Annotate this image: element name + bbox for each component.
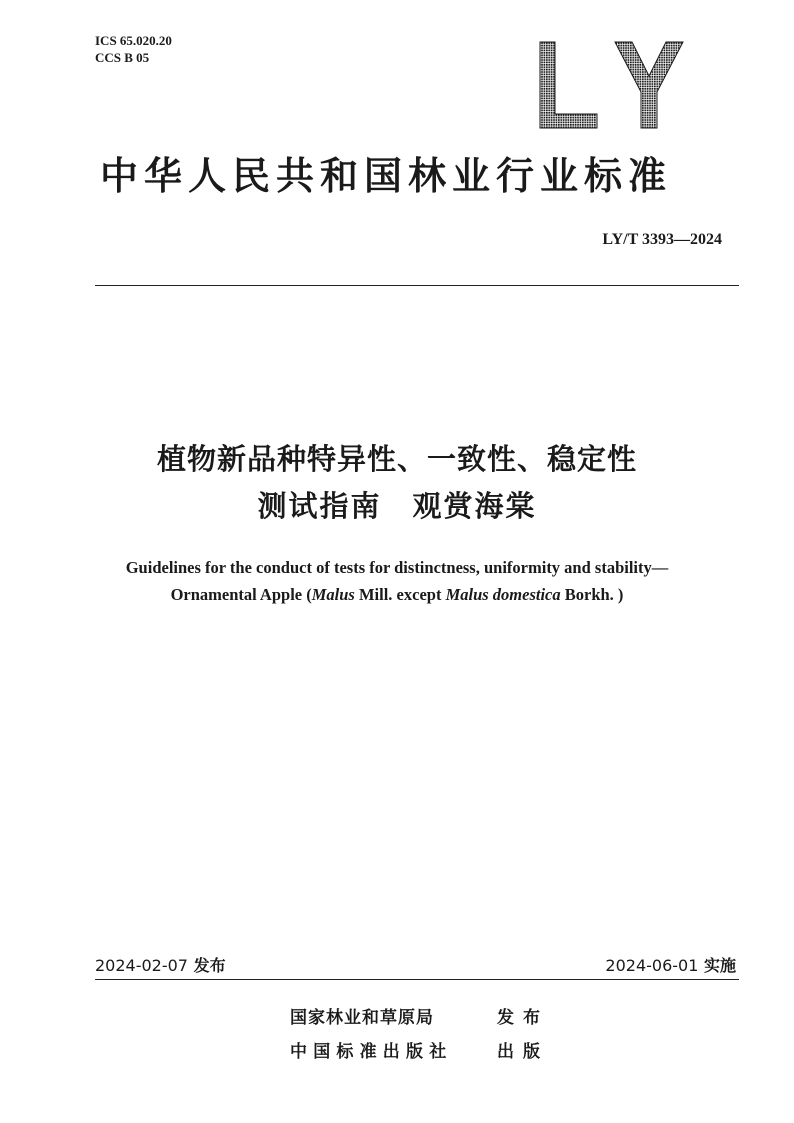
top-divider: [95, 285, 739, 286]
implementation-date: [605, 953, 736, 976]
english-title-species: Malus domestica: [445, 585, 561, 604]
english-title-line-2: [60, 583, 734, 607]
ly-logo: [522, 40, 692, 130]
publishing-role: 出版: [497, 1042, 549, 1062]
english-title-part: Borkh. ): [560, 585, 624, 604]
english-title-line-1: Guidelines for the conduct of tests for distinctness, uniformity and stability—: [125, 558, 669, 577]
issue-date-label: 发布: [193, 956, 226, 975]
english-title-part: Ornamental Apple (: [170, 585, 312, 604]
issuing-organization: 国家林业和草原局: [290, 1008, 434, 1028]
ics-code: ICS 65.020.20: [95, 33, 172, 48]
issue-date: [95, 953, 226, 976]
classification-codes: [95, 32, 172, 66]
english-title-part: Mill. except: [354, 585, 446, 604]
issuing-role: 发布: [497, 1008, 549, 1028]
issue-date-value: 2024-02-07: [95, 956, 188, 975]
bottom-divider: [95, 979, 739, 980]
implementation-date-value: 2024-06-01: [605, 956, 699, 975]
implementation-date-label: 实施: [703, 956, 736, 975]
chinese-title-line-2: 测试指南 观赏海棠: [257, 489, 537, 523]
english-title-genus: Malus: [311, 585, 355, 604]
publishing-organization: 中国标准出版社: [290, 1042, 453, 1062]
ccs-code: CCS B 05: [95, 50, 150, 65]
chinese-title-line-1: 植物新品种特异性、一致性、稳定性: [156, 442, 637, 476]
standard-number: LY/T 3393—2024: [602, 231, 722, 248]
standard-category-title: 中华人民共和国林业行业标准: [100, 154, 673, 198]
